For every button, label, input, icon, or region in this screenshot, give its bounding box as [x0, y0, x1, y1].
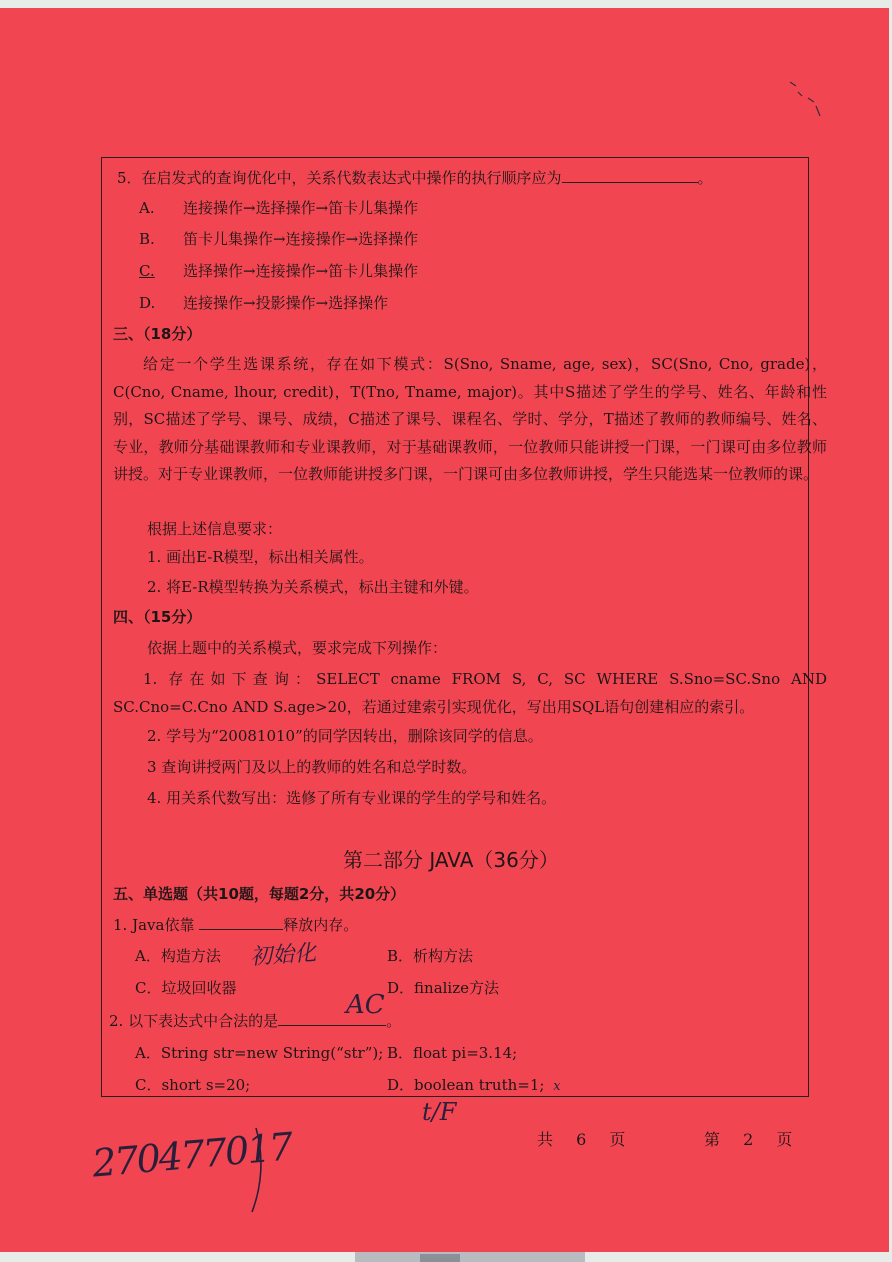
java-q1-option-c: C．垃圾回收器	[135, 979, 237, 997]
java-q2-option-b: B．float pi=3.14;	[387, 1044, 518, 1062]
footer-total-pre: 共	[537, 1130, 554, 1149]
java-q1-option-b: B．析构方法	[387, 947, 474, 965]
q5-stem-text: 5．在启发式的查询优化中，关系代数表达式中操作的执行顺序应为	[117, 169, 562, 187]
section4-item-4: 4. 用关系代数写出：选修了所有专业课的学生的学号和姓名。	[147, 789, 557, 807]
exam-page	[0, 8, 889, 1252]
section3-item-1: 1. 画出E-R模型，标出相关属性。	[147, 548, 374, 566]
section3-heading: 三、（18分）	[113, 325, 202, 343]
section4-item-2: 2. 学号为“20081010”的同学因转出，删除该同学的信息。	[147, 727, 543, 745]
java-q2-option-d	[387, 1075, 561, 1097]
q5-answer-blank	[562, 168, 698, 183]
java-q2-stem-end: 。	[386, 1012, 402, 1030]
q5-option-d	[139, 293, 388, 313]
java-q2-mark: x	[553, 1079, 561, 1094]
java-q2-option-d-text: D．boolean truth=1;	[387, 1076, 545, 1094]
section4-item-3: 3 查询讲授两门及以上的教师的姓名和总学时数。	[147, 758, 477, 776]
q5-option-a-letter: A.	[139, 199, 155, 217]
java-q2-stem-text: 2. 以下表达式中合法的是	[109, 1012, 279, 1030]
java-q1-option-a: A．构造方法	[135, 947, 221, 965]
footer-page-post: 页	[776, 1130, 793, 1149]
q5-stem	[117, 168, 713, 188]
handwritten-tf-note: t/F	[422, 1098, 457, 1126]
java-q1-blank	[199, 915, 283, 930]
q5-option-c	[139, 261, 418, 281]
q5-option-b-text: 笛卡儿集操作→连接操作→选择操作	[183, 230, 419, 248]
handwritten-bracket-stroke	[250, 1126, 270, 1216]
page-footer-total	[537, 1129, 625, 1151]
java-q2-option-c: C．short s=20;	[135, 1076, 251, 1094]
part2-title: 第二部分 JAVA（36分）	[343, 848, 559, 872]
section3-item-2: 2. 将E-R模型转换为关系模式，标出主键和外键。	[147, 578, 479, 596]
footer-page-number: 2	[743, 1130, 754, 1149]
java-q2-handwritten-answer: AC	[346, 990, 385, 1020]
java-q1-stem	[113, 915, 358, 935]
section4-heading: 四、（15分）	[113, 608, 202, 626]
page-footer-current	[704, 1129, 792, 1151]
footer-total-count: 6	[576, 1130, 587, 1149]
footer-total-post: 页	[609, 1130, 626, 1149]
java-q1-stem-a: 1. Java依靠	[113, 916, 195, 934]
q5-option-b-letter: B.	[139, 230, 155, 248]
q5-option-b	[139, 229, 418, 249]
java-q1-handwriting: 初始化	[249, 940, 317, 971]
section4-intro: 依据上题中的关系模式，要求完成下列操作：	[147, 639, 448, 657]
q5-option-c-letter: C.	[139, 262, 155, 280]
java-q1-stem-b: 释放内存。	[283, 916, 359, 934]
q5-option-a-text: 连接操作→选择操作→笛卡儿集操作	[183, 199, 419, 217]
q5-option-d-text: 连接操作→投影操作→选择操作	[183, 294, 389, 312]
scanner-edge-dark	[420, 1254, 460, 1262]
pen-scribble-corner	[786, 76, 826, 120]
q5-stem-end: 。	[697, 169, 713, 187]
q5-option-c-text: 选择操作→连接操作→笛卡儿集操作	[183, 262, 419, 280]
section4-item-1: 1. 存在如下查询：SELECT cname FROM S, C, SC WHERE S.Sno=SC.Sno AND SC.Cno=C.Cno AND S.age>20，若通过建索引实现优化，写出用SQL语句创建相应的索引。	[113, 670, 827, 716]
java-q2-option-a: A．String str=new String(“str”);	[135, 1044, 384, 1062]
q5-option-a	[139, 198, 418, 218]
java-q1-option-d: D．finalize方法	[387, 979, 500, 997]
handwritten-number: 270477017	[90, 1124, 294, 1186]
section3-paragraph: 给定一个学生选课系统，存在如下模式：S(Sno, Sname, age, sex)，SC(Sno, Cno, grade)，C(Cno, Cname, lhour, credit)，T(Tno, Tname, major)。其中S描述了学生的学号、姓名、年龄和性别，SC描述了学号、课号、成绩，C描述了课号、课程名、学时、学分，T描述了教师的教师编号、姓名、专业，教师分基础课教师和专业课教师，对于基础课教师，一位教师只能讲授一门课，一门课可由多位教师讲授。对于专业课教师，一位教师能讲授多门课，一门课可由多位教师讲授，学生只能选某一位教师的课。	[113, 355, 827, 483]
footer-page-pre: 第	[704, 1130, 721, 1149]
q5-option-d-letter: D.	[139, 294, 156, 312]
section3-requirement: 根据上述信息要求：	[147, 520, 283, 538]
scanner-edge	[355, 1252, 585, 1262]
section5-heading: 五、单选题（共10题，每题2分，共20分）	[113, 885, 406, 903]
